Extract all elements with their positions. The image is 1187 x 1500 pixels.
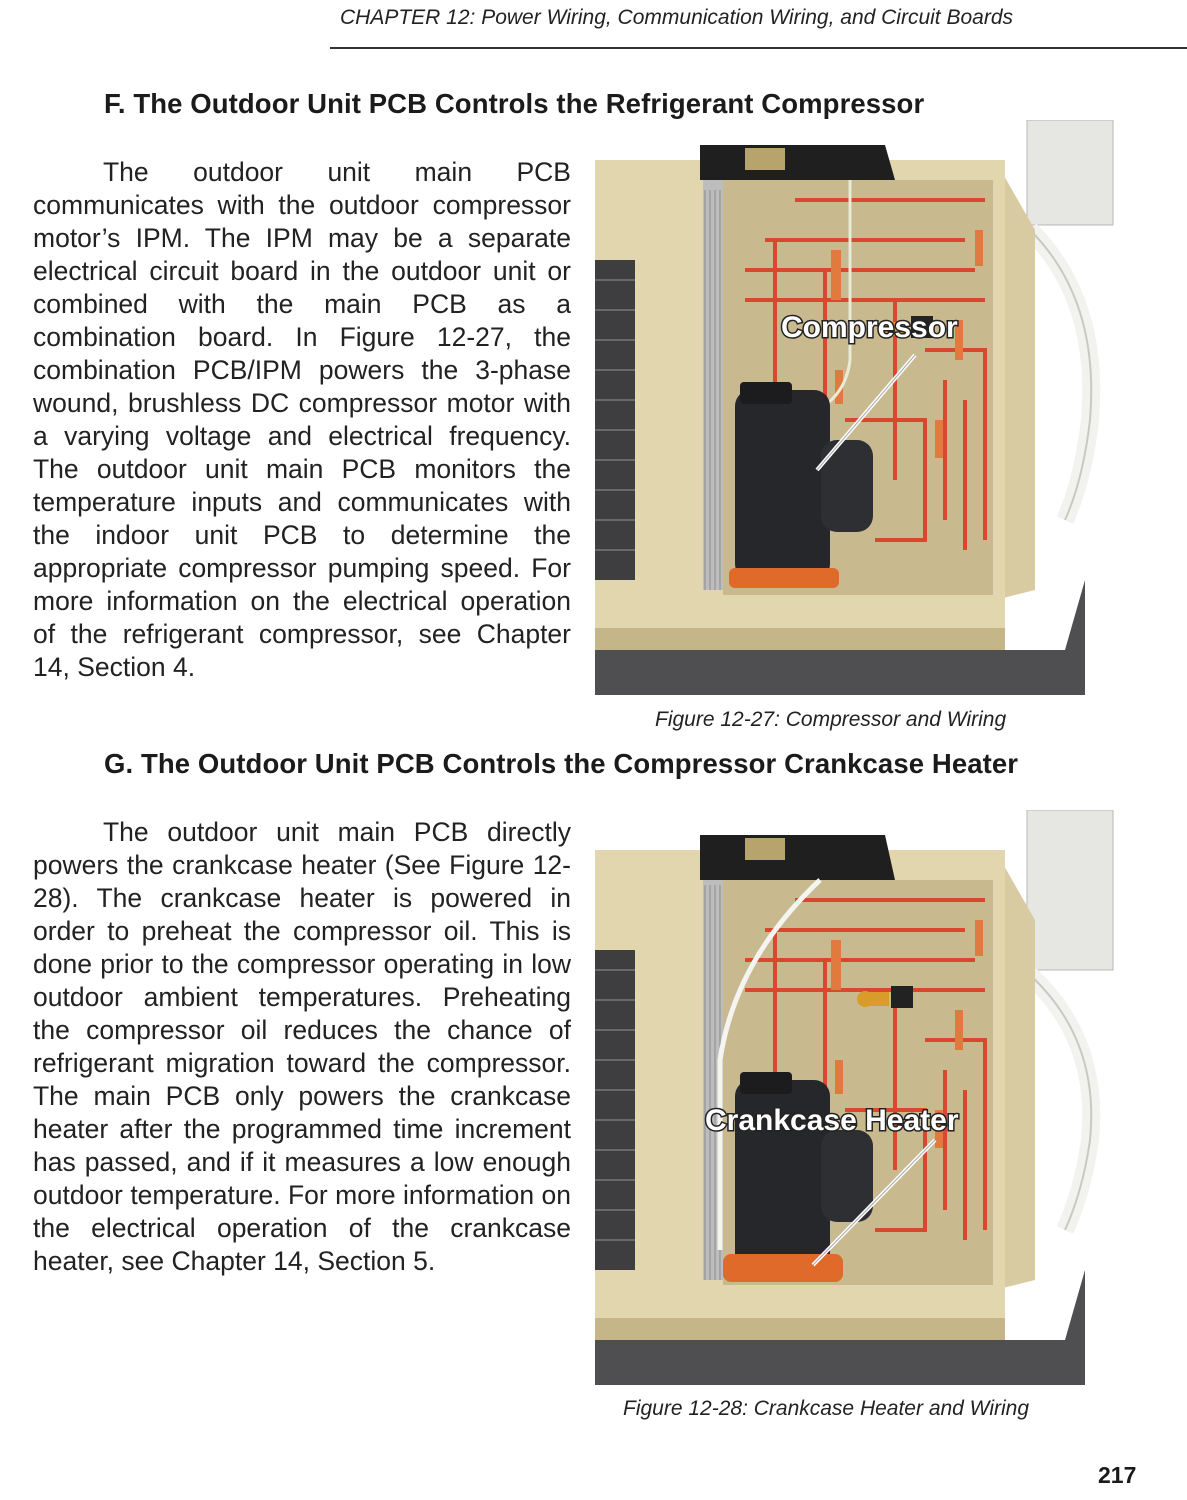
crankcase-heater-figure [595,810,1115,1390]
figure-12-27-caption: Figure 12-27: Compressor and Wiring [655,708,1007,731]
compressor-callout: Compressor [781,311,958,344]
running-head: CHAPTER 12: Power Wiring, Communication Wiring, and Circuit Boards [340,6,1014,29]
section-f-body [33,156,571,684]
header-rule [330,47,1187,49]
section-g-body-text: The outdoor unit main PCB directly powers the crankcase heater (See Figure 12-28). The crankcase heater is powered in order to preheat the compressor oil. This is done prior to the compressor operating in low outdoor ambient temperatures. Preheating the compressor oil reduces the chance of refrigerant migration toward the compressor. The main PCB only powers the crankcase heater after the programmed time increment has passed, and if it measures a low enough outdoor temperature. For more information on the electrical operation of the crankcase heater, see Chapter 14, Section 5. [33,817,571,1276]
section-f-body-text: The outdoor unit main PCB communicates with the outdoor compressor motor’s IPM. The IPM may be a separate electrical circuit board in the outdoor unit or combined with the main PCB as a combination board. In Figure 12-27, the combination PCB/IPM powers the 3-phase wound, brushless DC compressor motor with a varying voltage and electrical frequency. The outdoor unit main PCB monitors the temperature inputs and communicates with the indoor unit PCB to determine the appropriate compressor pumping speed. For more information on the electrical operation of the refrigerant compressor, see Chapter 14, Section 4. [33,157,571,682]
section-g-title: G. The Outdoor Unit PCB Controls the Compressor Crankcase Heater [104,748,1019,779]
figure-12-28-caption: Figure 12-28: Crankcase Heater and Wiring [623,1397,1030,1420]
section-f-title: F. The Outdoor Unit PCB Controls the Refrigerant Compressor [104,88,925,119]
crankcase-heater-callout: Crankcase Heater [705,1104,959,1137]
section-g-body [33,816,571,1278]
compressor-figure [595,120,1115,700]
page-number: 217 [1098,1462,1137,1488]
